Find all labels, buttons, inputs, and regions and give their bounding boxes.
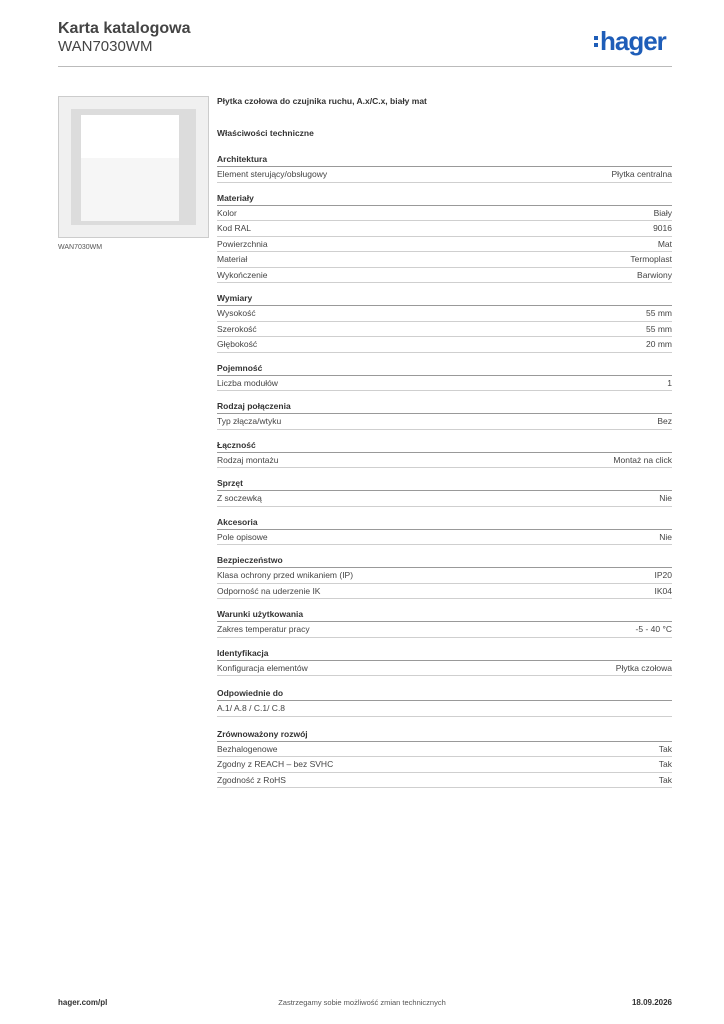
spec-section [217,438,672,469]
spec-label: A.1/ A.8 / C.1/ C.8 [217,703,286,713]
spec-label: Materiał [217,254,248,264]
spec-section [217,291,672,353]
spec-label: Szerokość [217,323,257,334]
section-title: Sprzęt [217,476,672,491]
section-title: Akcesoria [217,515,672,530]
properties-title: Właściwości techniczne [217,128,314,138]
logo-text: hager [600,26,666,56]
spec-row [217,622,672,638]
spec-label: Pole opisowe [217,531,268,542]
spec-value: Tak [658,743,672,754]
spec-row [217,206,672,222]
spec-label: Wysokość [217,308,256,318]
spec-section [217,361,672,392]
spec-label: Bezhalogenowe [217,743,278,754]
spec-value: Bez [657,416,672,426]
spec-label: Konfiguracja elementów [217,662,308,673]
spec-value: 20 mm [646,339,672,349]
image-caption: WAN7030WM [58,244,103,251]
spec-row [217,221,672,237]
section-title: Bezpieczeństwo [217,553,672,568]
spec-row [217,773,672,789]
section-title: Materiały [217,191,672,206]
spec-label: Z soczewką [217,493,262,503]
spec-value: 9016 [653,223,672,233]
spec-value: 55 mm [646,308,672,318]
spec-row [217,491,672,507]
spec-value: Nie [659,531,672,542]
spec-value: Mat [657,238,672,249]
spec-value: Tak [658,759,672,769]
spec-row [217,322,672,338]
spec-row [217,376,672,392]
section-title: Zrównoważony rozwój [217,727,672,742]
spec-value: 1 [667,377,672,388]
spec-row [217,757,672,773]
spec-section [217,553,672,599]
spec-value: Nie [659,493,672,503]
spec-row [217,453,672,469]
section-title: Łączność [217,438,672,453]
spec-label: Zgodność z RoHS [217,774,286,785]
spec-row [217,661,672,677]
spec-row [217,701,672,717]
specifications [217,92,672,796]
spec-row [217,337,672,353]
spec-row [217,252,672,268]
spec-row [217,268,672,284]
section-title: Rodzaj połączenia [217,399,672,414]
section-title: Identyfikacja [217,646,672,661]
section-title: Odpowiednie do [217,686,672,701]
spec-label: Liczba modułów [217,377,278,388]
spec-label: Odporność na uderzenie IK [217,585,321,596]
spec-section [217,399,672,430]
spec-row [217,742,672,758]
spec-row [217,306,672,322]
document-title: Karta katalogowa [58,20,191,37]
footer-disclaimer: Zastrzegamy sobie możliwość zmian technicznych [278,998,446,1007]
spec-row [217,584,672,600]
spec-sections [217,152,672,676]
product-code: WAN7030WM [58,38,153,55]
spec-section [217,646,672,677]
spec-label: Element sterujący/obsługowy [217,169,328,179]
spec-value: Płytka centralna [611,169,672,179]
spec-label: Wykończenie [217,269,268,280]
spec-label: Klasa ochrony przed wnikaniem (IP) [217,570,354,580]
spec-label: Zakres temperatur pracy [217,624,310,634]
section-title: Wymiary [217,291,672,306]
spec-value: Montaż na click [613,454,672,465]
spec-value: 55 mm [646,323,672,334]
product-image [58,96,209,238]
spec-row [217,568,672,584]
section-title: Architektura [217,152,672,167]
spec-section [217,191,672,284]
spec-section [217,515,672,546]
spec-label: Zgodny z REACH – bez SVHC [217,759,334,769]
spec-row [217,167,672,183]
spec-label: Typ złącza/wtyku [217,416,282,426]
section-title: Pojemność [217,361,672,376]
spec-value: Barwiony [637,269,672,280]
spec-section [217,476,672,507]
footer-date: 18.09.2026 [631,998,672,1007]
spec-value: -5 - 40 °C [635,624,672,634]
spec-label: Kolor [217,207,237,218]
sustainability-section [217,727,672,789]
header-divider [58,66,672,67]
product-description: Płytka czołowa do czujnika ruchu, A.x/C.x, biały mat [217,96,427,106]
section-title: Warunki użytkowania [217,607,672,622]
spec-value: IK04 [654,585,672,596]
spec-value: Płytka czołowa [615,662,672,673]
spec-row [217,237,672,253]
spec-value: Termoplast [630,254,672,264]
spec-section [217,152,672,183]
spec-row [217,414,672,430]
spec-label: Głębokość [217,339,258,349]
spec-row [217,530,672,546]
spec-section [217,607,672,638]
footer-website: hager.com/pl [58,998,108,1007]
spec-label: Powierzchnia [217,238,268,249]
hager-logo [594,26,666,56]
spec-value: Biały [653,207,672,218]
suitable-section [217,686,672,717]
spec-label: Rodzaj montażu [217,454,279,465]
spec-value: Tak [658,774,672,785]
spec-label: Kod RAL [217,223,252,233]
spec-value: IP20 [654,570,672,580]
